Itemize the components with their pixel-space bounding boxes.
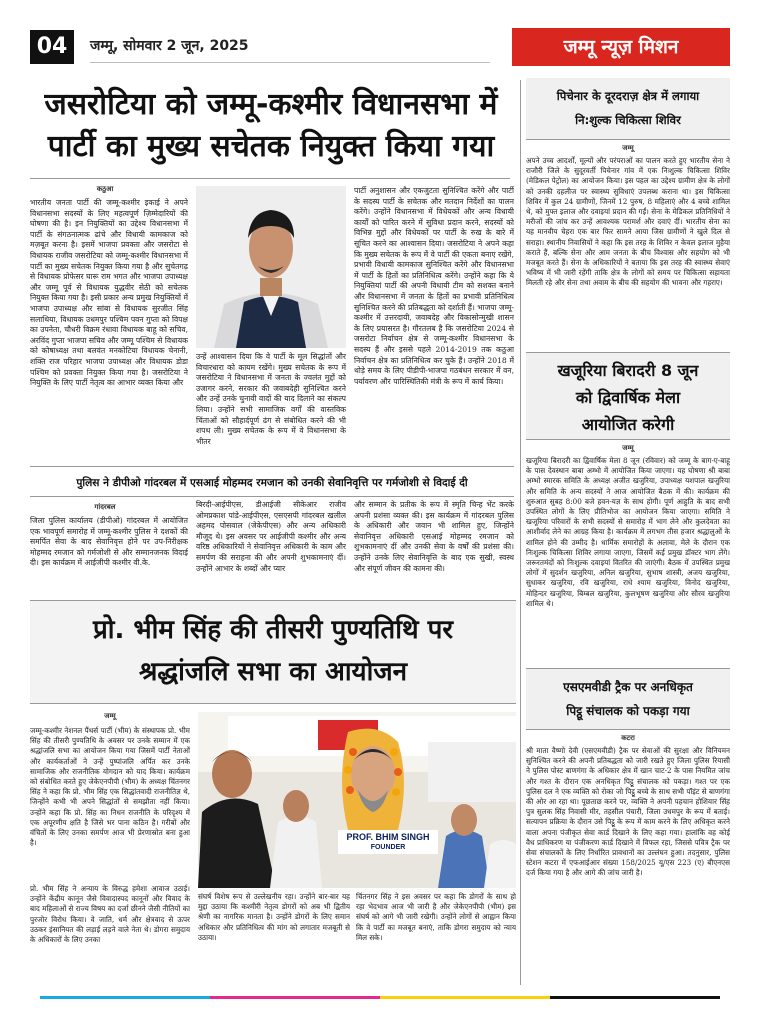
bhim-event-photo bbox=[198, 712, 516, 888]
bhim-headline-box bbox=[30, 600, 516, 704]
footer-bar-black bbox=[550, 996, 720, 999]
issue-dateline: जम्मू, सोमवार 2 जून, 2025 bbox=[90, 38, 249, 54]
lead-rule bbox=[30, 178, 510, 179]
khajuria-headline-line1: खजूरिया बिरादरी 8 जून bbox=[557, 361, 699, 380]
portrait-illustration bbox=[196, 186, 346, 348]
lead-column-2: उन्हें आश्वासन दिया कि वे पार्टी के मूल सिद्धांतों और विचारधारा को कायम रखेंगे। मुख्य सचेतक के रूप में जसरोटिया ने विधानसभा में जनता के ज्वलंत मुद्दों को उजागर करने, सरकार की जवाबदेही सुनिश्चित करने और उन्हें उनके चुनावी वादों की याद दिलाने का संकल्प लिया। उन्होंने सभी सामाजिक वर्गों की वास्तविक चिंताओं को सौहार्दपूर्ण ढंग से संबोधित करने की भी शपथ ली। मुख्य सचेतक के रूप में वे विधानसभा के भीतर bbox=[196, 352, 346, 446]
masthead bbox=[30, 28, 730, 68]
pichenar-headline-line1: पिचेनार के दूरदराज़ क्षेत्र में लगाया bbox=[556, 89, 700, 103]
lead-headline bbox=[28, 84, 514, 168]
pichenar-dateline: जम्मू bbox=[622, 144, 634, 152]
bhim-column-2: संघर्ष विशेष रूप से उल्लेखनीय रहा। उन्होंने बार-बार यह मुद्दा उठाया कि कश्मीरी नेतृत्व डोगरों को अब भी द्वितीय श्रेणी का नागरिक मानता है। उन्होंने डोगरों के लिए समान अधिकार और प्रतिनिधित्व की मांग को लगातार मजबूती से उठाया। bbox=[198, 892, 350, 942]
pichenar-headline-line2: नि:शुल्क चिकित्सा शिविर bbox=[575, 113, 681, 127]
bhim-headline-line2: श्रद्धांजलि सभा का आयोजन bbox=[138, 657, 408, 687]
smvd-headline-line2: पिट्ठू संचालक को पकड़ा गया bbox=[566, 704, 690, 718]
bhim-headline bbox=[30, 609, 516, 693]
lead-column-1: भारतीय जनता पार्टी की जम्मू-कश्मीर इकाई ने अपने विधानसभा सदस्यों के लिए महत्वपूर्ण ज़िम्मेदारियों की घोषणा की है। इन नियुक्तियों का उद्देश्य विधानसभा में पार्टी के संगठनात्मक ढांचे और विधायी कामकाज को मज़बूत करना है। इसमें भाजपा प्रवक्ता और जसरोटा से विधायक राजीव जसरोटिया को जम्मू-कश्मीर विधानसभा में पार्टी का मुख्य सचेतक नियुक्त किया गया है और सुचेतगढ़ से विधायक प्रोफेसर घारू राम भगत और भाजपा उपाध्यक्ष और जम्मू पूर्व से विधायक युद्धवीर सेठी को सचेतक नियुक्त किया गया है। इसी प्रकार अन्य प्रमुख नियुक्तियों में भाजपा उपाध्यक्ष और सांबा से विधायक सुरजीत सिंह सलाथिया, विधायक उधमपुर पश्चिम पवन गुप्ता को विपक्ष का उपनेता, चौधरी विक्रम रंधावा विधायक बाहू को सचिव, अरविंद गुप्ता भाजपा सचिव और जम्मू पश्चिम से विधायक को कोषाध्यक्ष तथा बलवंत मनकोटिया विधायक चेनानी, शक्ति राज परिहार भाजपा उपाध्यक्ष और विधायक डोडा पश्चिम को प्रवक्ता नियुक्त किया गया है। जसरोटिया ने नियुक्ति के लिए पार्टी नेतृत्व का आभार व्यक्त किया और bbox=[30, 198, 188, 388]
footer-register-marks bbox=[40, 994, 720, 1000]
banner-sub: FOUNDER bbox=[370, 844, 406, 851]
pichenar-body: अपने उच्च आदर्शों, मूल्यों और परंपराओं का पालन करते हुए भारतीय सेना ने राजौरी जिले के सुदूरवर्ती पिचेनार गांव में एक निःशुल्क चिकित्सा शिविर (मेडिकल पेट्रोल) का आयोजन किया। इस पहल का उद्देश्य ग्रामीण क्षेत्र के लोगों को उनकी दहलीज पर स्वास्थ्य सुविधाएं उपलब्ध कराना था। इस चिकित्सा शिविर में कुल 24 ग्रामीणों, जिनमें 12 पुरुष, 8 महिलाएं और 4 बच्चे शामिल थे, को मुफ्त इलाज और दवाइयां प्रदान की गईं। सेना के मेडिकल प्रतिनिधियों ने मरीजों की जांच कर उन्हें आवश्यक परामर्श और दवाएं दीं। भारतीय सेना का यह मानवीय चेहरा एक बार फिर सामने आया जिस ग्रामीणों ने खुले दिल से सराहा। स्थानीय निवासियों ने कहा कि इस तरह के शिविर न केवल इलाज मुहैया कराते हैं, बल्कि सेना और आम जनता के बीच विश्वास और सहयोग को भी मजबूत करते हैं। सेना के अधिकारियों ने बताया कि इस तरह की स्वास्थ्य सेवाएं भविष्य में भी जारी रहेंगी ताकि क्षेत्र के लोगों को समय पर चिकित्सा सहायता मिलती रहे और सेना तथा अवाम के बीच की सहयोग की भावना और गहराए। bbox=[526, 156, 730, 288]
bhim-headline-line1: प्रो. भीम सिंह की तीसरी पुण्यतिथि पर bbox=[92, 615, 454, 645]
bhim-column-1b: प्रो. भीम सिंह ने अन्याय के विरुद्ध हमेशा आवाज उठाई। उन्होंने केंद्रीय कानून जैसे विवादास्पद कानूनों और विवाद के बाद महिलाओं से राज्य विषय का दर्जा छीनने जैसी नीतियों का पुरजोर विरोध किया। वे जाति, धर्म और क्षेत्रवाद से ऊपर उठकर इंसानियत की लड़ाई लड़ने वाले नेता थे। डोगरा समुदाय के अधिकारों के लिए उनका bbox=[30, 884, 190, 945]
khajuria-headline-box bbox=[526, 352, 730, 440]
khajuria-headline bbox=[526, 357, 730, 438]
tribute-scene-illustration bbox=[198, 712, 516, 888]
police-column-2: बिरदी-आईपीएस, डीआईजी सीकेआर राजीव ओमप्रकाश पांडे-आईपीएस, एसएसपी गांदरबल खलील अहमद पोसवाल (जेकेपीएस) और अन्य अधिकारी मौजूद थे। इस अवसर पर आईजीपी कश्मीर और अन्य वरिष्ठ अधिकारियों ने सेवानिवृत्त अधिकारी के काम और समर्पण की सराहना की और अपनी शुभकामनाएं दीं। उन्होंने आभार के शब्दों और प्यार bbox=[196, 500, 346, 573]
khajuria-headline-line3: आयोजित करेगी bbox=[581, 415, 675, 434]
smvd-dateline: कटरा bbox=[621, 734, 635, 742]
bhim-column-3: चिंतनगर सिंह ने इस अवसर पर कहा कि डोगरों के साथ हो रहा भेदभाव आज भी जारी है और जेकेएनपीपी (भीम) इस संघर्ष को आगे भी जारी रखेगी। उन्होंने लोगों से आह्वान किया कि वे पार्टी का मजबूत बनाएं, ताकि डोगरा समुदाय को न्याय मिल सके। bbox=[356, 892, 516, 942]
lead-headline-line2: पार्टी का मुख्य सचेतक नियुक्त किया गया bbox=[47, 129, 495, 164]
police-headline: पुलिस ने डीपीओ गांदरबल में एसआई मोहम्मद रमजान को उनकी सेवानिवृत्ति पर गर्मजोशी से विदाई दी bbox=[76, 477, 468, 489]
lead-dateline: कठुआ bbox=[96, 185, 114, 193]
khajuria-body: खजूरिया बिरादरी का द्विवार्षिक मेला 8 जून (रविवार) को जम्मू के बाग-ए-बाहू के पास देवस्थान बाबा अम्भो में आयोजित किया जाएगा। यह घोषणा श्री बाबा अम्भो स्मारक समिति के अध्यक्ष अजीत खजुरिया, उपाध्यक्ष यशपाल खजुरिया और समिति के अन्य सदस्यों ने आज आयोजित बैठक में की। कार्यक्रम की शुरुआत सुबह 8:00 बजे हवन-यज्ञ के साथ होगी। पूर्ण आहुति के बाद सभी उपस्थित लोगों के लिए प्रीतिभोज का आयोजन किया जाएगा। समिति ने खजूरिया परिवारों के सभी सदस्यों से समारोह में भाग लेने और कुलदेवता का आशीर्वाद लेने का आग्रह किया है। कार्यक्रम में लगभग तीस हजार श्रद्धालुओं के शामिल होने की उम्मीद है। धार्मिक समारोहों के अलावा, मेले के दौरान एक निःशुल्क चिकित्सा शिविर लगाया जाएगा, जिसमें कई प्रमुख डॉक्टर भाग लेंगे। जरूरतमंदों को निःशुल्क दवाइयां वितरित की जाएंगी। बैठक में उपस्थित प्रमुख लोगों में सुदर्शन खजुरिया, अनिल खजुरिया, सुभाष शास्त्री, अजय खजुरिया, सुधाकर खजुरिया, रवि खजुरिया, राधे श्याम खजुरिया, विनोद खजुरिया, मोहिन्दर खजुरिया, बिम्बल खजुरिया, कुलभूषण खजुरिया और सौरव खजुरिया शामिल थे। bbox=[526, 456, 730, 608]
smvd-body: श्री माता वैष्णो देवी (एसएमवीडी) ट्रैक पर सेवाओं की सुरक्षा और विनियमन सुनिश्चित करने की अपनी प्रतिबद्धता को जारी रखते हुए जिला पुलिस रियासी ने पुलिस पोस्ट बाणगंगा के अधिकार क्षेत्र में खान चाट-2 के पास नियमित जांच और गश्त के दौरान एक अनधिकृत पिट्ठू संचालक को पकड़ा। गश्त पर एक पुलिस दल ने एक व्यक्ति को रोका जो पिट्ठू बच्चे के साथ सभी पॉइंट से बाणगंगा की ओर आ रहा था। पूछताछ करने पर, व्यक्ति ने अपनी पहचान होशियार सिंह पुत्र सुलक सिंह निवासी मीर, तहसील पंचारी, जिला उधमपुर के रूप में बताई। सत्यापन प्रक्रिया के दौरान उसे पिट्ठू के रूप में काम करने के लिए अधिकृत करने वाला अपना पंजीकृत सेवा कार्ड दिखाने के लिए कहा गया। हालांकि वह कोई वैध प्राधिकरण या पंजीकरण कार्ड दिखाने में विफल रहा, जिससे पवित्र ट्रैक पर सेवा संचालकों के लिए निर्धारित प्रावधानों का उल्लंघन हुआ। तदनुसार, पुलिस स्टेशन कटरा में एफआईआर संख्या 158/2025 यू/एस 223 (ए) बीएनएस दर्ज किया गया है और आगे की जांच जारी है। bbox=[526, 746, 730, 878]
police-top-rule bbox=[30, 466, 514, 467]
police-rule bbox=[30, 496, 514, 497]
pichenar-headline-box bbox=[526, 78, 730, 140]
lead-portrait-photo bbox=[196, 186, 346, 348]
smvd-headline bbox=[526, 675, 730, 723]
lead-headline-line1: जसरोटिया को जम्मू-कश्मीर विधानसभा में bbox=[44, 87, 498, 122]
khajuria-headline-line2: को द्विवार्षिक मेला bbox=[575, 388, 681, 407]
police-dateline: गांदरबल bbox=[94, 503, 116, 511]
khajuria-dateline: जम्मू bbox=[622, 444, 634, 452]
bhim-dateline: जम्मू bbox=[104, 712, 116, 720]
brand-logo: जम्मू न्यूज़ मिशन bbox=[512, 28, 730, 66]
pichenar-headline bbox=[526, 84, 730, 132]
masthead-rule bbox=[90, 62, 490, 63]
police-column-3: और सम्मान के प्रतीक के रूप में स्मृति चिन्ह भेंट करके अपनी प्रशंसा व्यक्त की। इस कार्यक्रम में गांदरबल पुलिस के अधिकारी और जवान भी शामिल हुए, जिन्होंने सेवानिवृत्त अधिकारी एसआई मोहम्मद रमजान को शुभकामनाएं दीं और उनकी सेवा के वर्षों की प्रशंसा की। उन्होंने उनके लिए सेवानिवृत्ति के बाद एक सुखी, स्वस्थ और संपूर्ण जीवन की कामना की। bbox=[354, 500, 514, 573]
smvd-headline-line1: एसएमवीडी ट्रैक पर अनधिकृत bbox=[563, 680, 693, 694]
footer-bar-yellow bbox=[380, 996, 550, 999]
smvd-headline-box bbox=[526, 668, 730, 730]
lead-column-3: पार्टी अनुशासन और एकजुटता सुनिश्चित करेंगे और पार्टी के सदस्य पार्टी के सचेतक और मतदान निर्देशों का पालन करेंगे। उन्होंने विधानसभा में विधेयकों और अन्य विधायी कार्यों को पारित करने में सुविधा प्रदान करने, सदस्यों को विभिन्न मुद्दों और विधेयकों पर पार्टी के रुख के बारे में सूचित करने का आश्वासन दिया। जसरोटिया ने अपने कहा कि मुख्य सचेतक के रूप में वे पार्टी की एकता बनाए रखेंगे, प्रभावी विधायी कामकाज सुनिश्चित करेंगे और विधानसभा में पार्टी के हितों का प्रतिनिधित्व करेंगे। उन्होंने कहा कि ये नियुक्तियां पार्टी की अपनी विधायी टीम को सशक्त बनाने और विधानसभा में जनता के हितों का प्रभावी प्रतिनिधित्व सुनिश्चित करने की प्रतिबद्धता को दर्शाती हैं। भाजपा जम्मू-कश्मीर में उत्तरदायी, जवाबदेह और विकासोन्मुखी शासन के लिए प्रयासरत है। गौरतलब है कि जसरोटिया 2024 से जसरोटा निर्वाचन क्षेत्र से जम्मू-कश्मीर विधानसभा के सदस्य हैं और इससे पहले 2014-2019 तक कठुआ निर्वाचन क्षेत्र का प्रतिनिधित्व कर चुके हैं। उन्होंने 2018 में थोड़े समय के लिए पीडीपी-भाजपा गठबंधन सरकार में वन, पर्यावरण और पारिस्थितिकी मंत्री के रूप में कार्य किया। bbox=[354, 186, 514, 386]
footer-bar-magenta bbox=[210, 996, 380, 999]
police-column-1: जिला पुलिस कार्यालय (डीपीओ) गांदरबल में आयोजित एक भावपूर्ण समारोह में जम्मू-कश्मीर पुलिस ने दशकों की समर्पित सेवा के बाद सेवानिवृत्त होने पर उप-निरीक्षक मोहम्मद रमजान को गर्मजोशी से और सम्मानजनक विदाई दी। इस कार्यक्रम में आईजीपी कश्मीर वी.के. bbox=[30, 516, 188, 568]
bhim-column-1a: जम्मू-कश्मीर नेशनल पैंथर्स पार्टी (भीम) के संस्थापक प्रो. भीम सिंह की तीसरी पुण्यतिथि के अवसर पर उनके सम्मान में एक श्रद्धांजलि सभा का आयोजन किया गया जिसमें पार्टी नेताओं और कार्यकर्ताओं ने उन्हें पुष्पांजलि अर्पित कर उनके सामाजिक और राजनीतिक योगदान को याद किया। कार्यक्रम को संबोधित करते हुए जेकेएनपीपी (भीम) के अध्यक्ष चिंतनगर सिंह ने कहा कि प्रो. भीम सिंह एक सिद्धांतवादी राजनीतिज्ञ थे, जिन्होंने कभी भी अपने सिद्धांतों से समझौता नहीं किया। उन्होंने कहा कि प्रो. सिंह का निधन राजनीति के परिदृश्य में एक अपूरणीय क्षति है जिसे भर पाना कठिन है। गरीबों और वंचितों के लिए उनका समर्पण आज भी प्रेरणास्रोत बना हुआ है। bbox=[30, 726, 190, 848]
page-number: 04 bbox=[30, 30, 74, 64]
right-column-divider bbox=[520, 80, 521, 985]
footer-bar-cyan bbox=[40, 996, 210, 999]
banner-name: PROF. BHIM SINGH bbox=[346, 832, 430, 842]
